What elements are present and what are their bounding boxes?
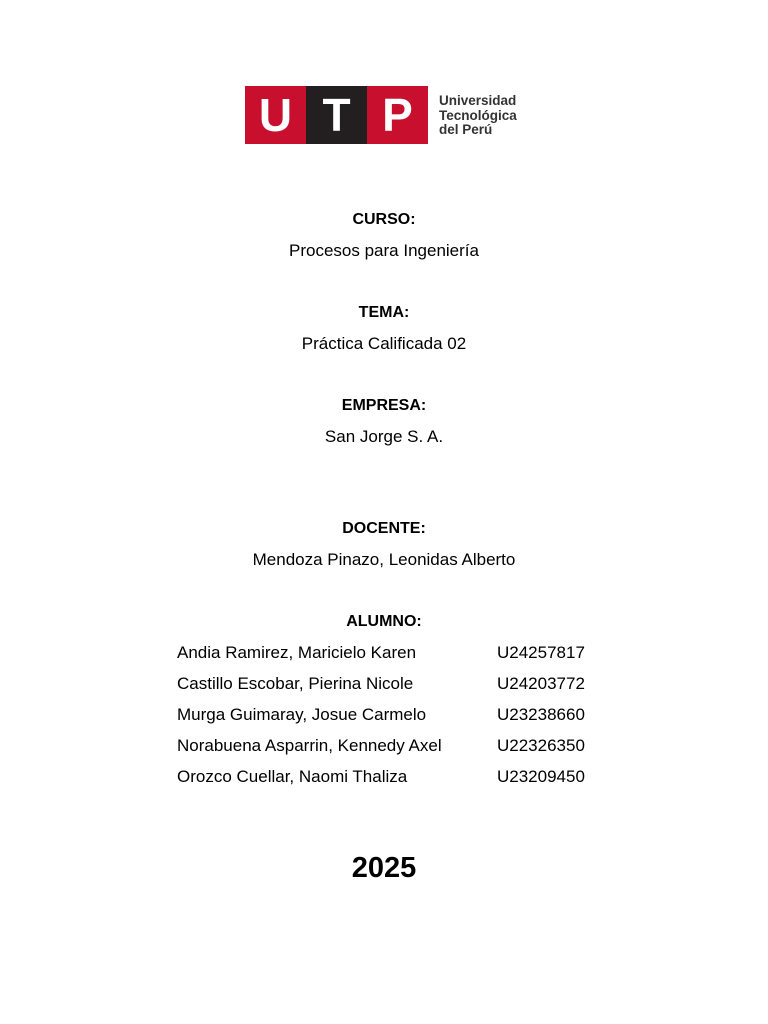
- student-name: Andia Ramirez, Maricielo Karen: [177, 643, 417, 662]
- tema-label: TEMA:: [358, 304, 410, 321]
- docente-value: Mendoza Pinazo, Leonidas Alberto: [252, 550, 516, 569]
- logo-letter-u: U: [245, 86, 306, 144]
- student-code: U23209450: [497, 767, 585, 786]
- student-name: Murga Guimaray, Josue Carmelo: [177, 705, 427, 724]
- tema-value: Práctica Calificada 02: [301, 334, 467, 353]
- empresa-value: San Jorge S. A.: [324, 427, 444, 446]
- empresa-label: EMPRESA:: [341, 397, 427, 414]
- student-name: Orozco Cuellar, Naomi Thaliza: [177, 767, 408, 786]
- student-code: U22326350: [497, 736, 585, 755]
- student-row: [177, 735, 617, 766]
- student-code: U23238660: [497, 705, 585, 724]
- student-row: [177, 704, 617, 735]
- logo-letter-p: P: [367, 86, 428, 144]
- student-list: [177, 642, 617, 797]
- curso-label: CURSO:: [352, 211, 416, 228]
- logo-text-line: Universidad: [439, 93, 517, 108]
- student-name: Castillo Escobar, Pierina Nicole: [177, 674, 414, 693]
- student-name: Norabuena Asparrin, Kennedy Axel: [177, 736, 442, 755]
- student-row: [177, 642, 617, 673]
- student-code: U24257817: [497, 643, 585, 662]
- alumno-label: ALUMNO:: [346, 613, 422, 630]
- logo-letter-t: T: [306, 86, 367, 144]
- utp-logo: [245, 86, 525, 146]
- logo-text-line: Tecnológica: [439, 107, 517, 123]
- student-row: [177, 673, 617, 704]
- curso-value: Procesos para Ingeniería: [289, 241, 479, 260]
- student-row: [177, 766, 617, 797]
- logo-text-line: del Perú: [439, 122, 493, 137]
- student-code: U24203772: [497, 674, 585, 693]
- year: 2025: [351, 852, 417, 884]
- logo-university-name: [439, 94, 517, 138]
- docente-label: DOCENTE:: [342, 520, 426, 537]
